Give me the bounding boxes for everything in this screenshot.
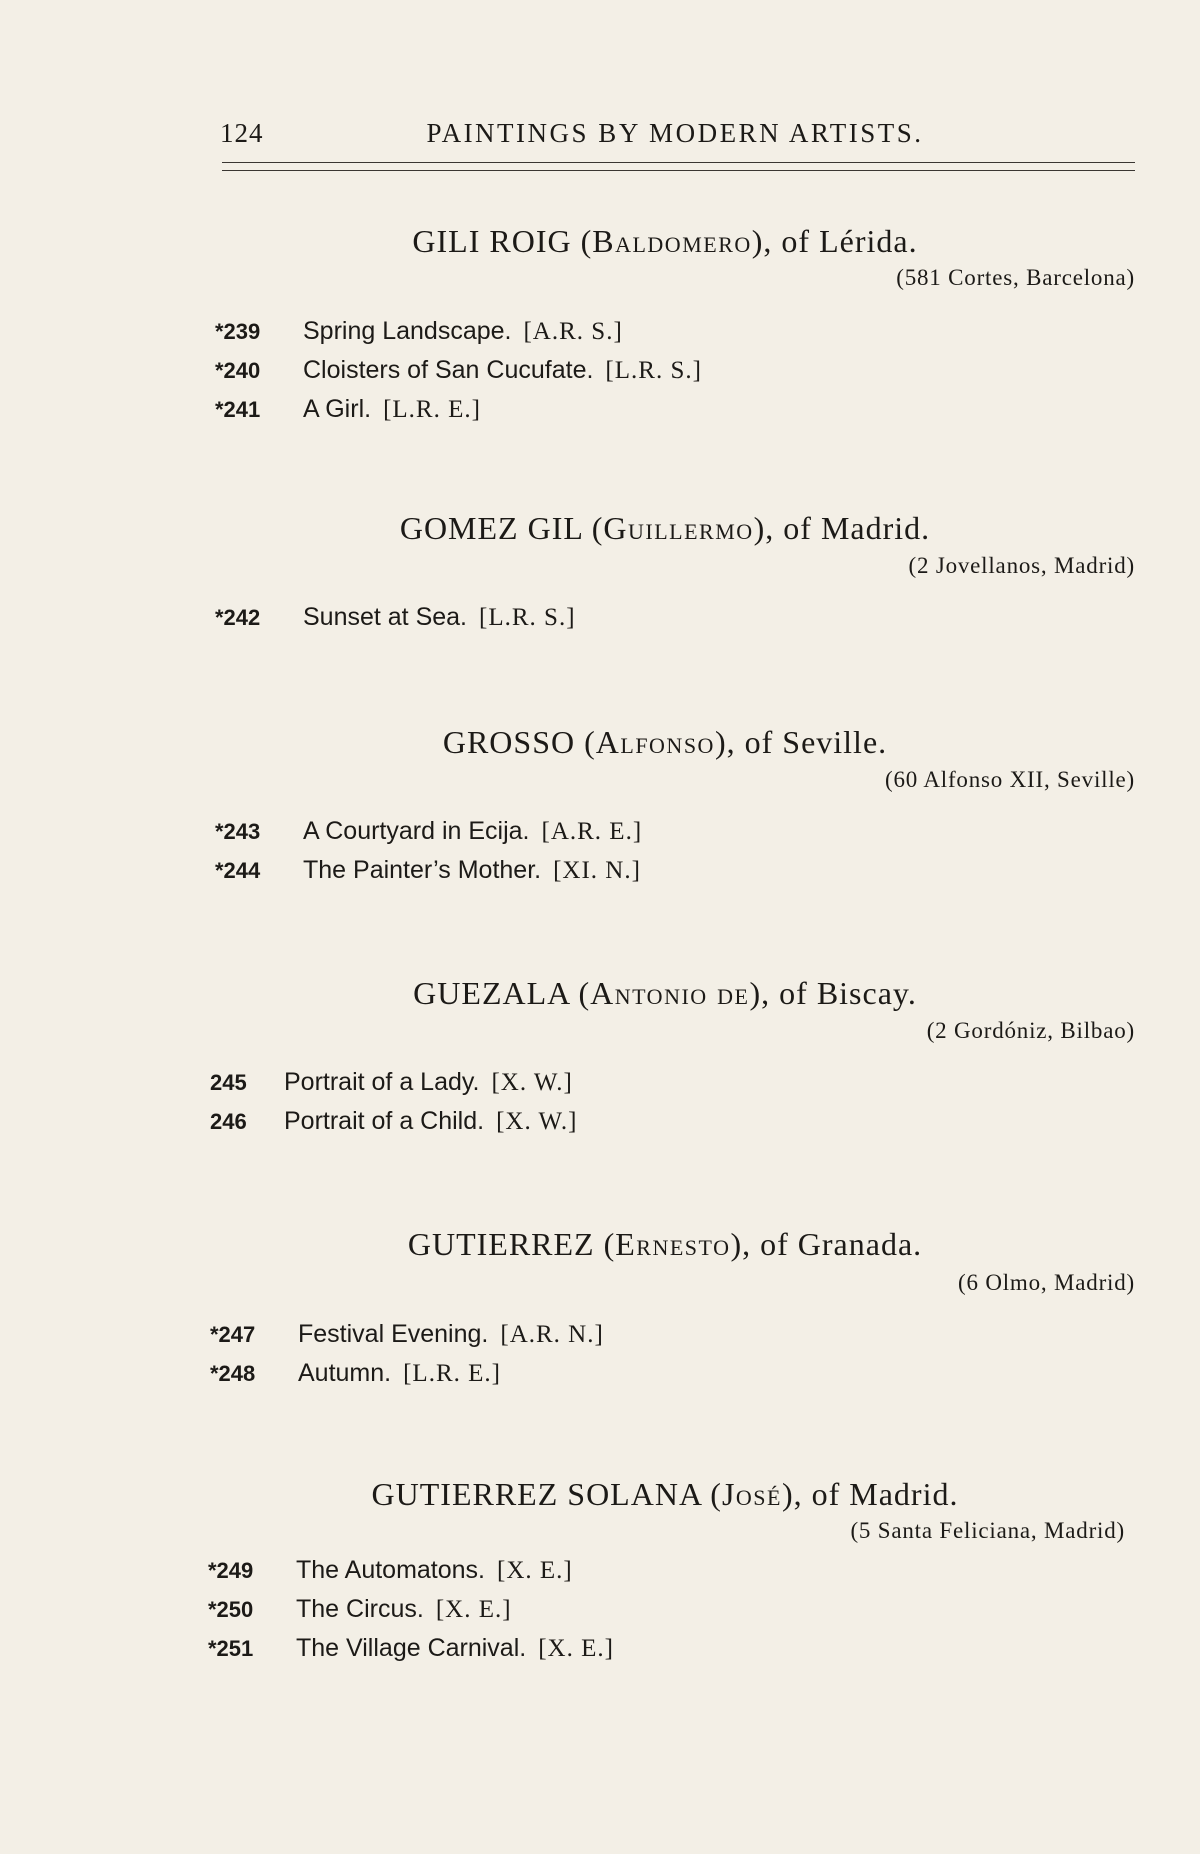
address-text: 581 Cortes, Barcelona [904,265,1127,290]
address-text: 6 Olmo, Madrid [966,1270,1127,1295]
work-number: *249 [208,1558,254,1583]
work-entry [215,356,702,385]
artist-surname: GUEZALA [413,975,570,1011]
work-title: The Painter’s Mother. [303,856,542,884]
artist-address: (60 Alfonso XII, Seville) [885,767,1135,792]
work-title: The Circus. [296,1595,424,1623]
work-code: [X. W.] [496,1108,578,1135]
work-title: Cloisters of San Cucufate. [303,356,594,384]
artist-heading: GOMEZ GIL (Guillermo), of Madrid. [399,510,931,546]
work-code: [A.R. S.] [523,318,623,345]
work-title: A Girl. [303,395,372,423]
artist-surname: GUTIERREZ SOLANA [371,1476,702,1512]
work-entry [215,317,623,346]
artist-address: (5 Santa Feliciana, Madrid) [850,1518,1125,1543]
address-text: 2 Jovellanos, Madrid [916,553,1127,578]
work-entry [210,1359,501,1388]
artist-heading: GUTIERREZ (Ernesto), of Granada. [407,1226,923,1262]
work-entry [210,1068,573,1097]
work-title: A Courtyard in Ecija. [303,817,530,845]
artist-origin: of Biscay. [779,975,917,1011]
artist-heading: GROSSO (Alfonso), of Seville. [442,724,888,760]
address-text: 2 Gordóniz, Bilbao [935,1018,1127,1043]
work-number: *247 [210,1322,256,1347]
artist-origin: of Madrid. [783,510,931,546]
artist-address: (6 Olmo, Madrid) [958,1270,1135,1295]
work-code: [L.R. S.] [479,604,576,631]
work-title: Festival Evening. [298,1320,489,1348]
work-title: Portrait of a Lady. [284,1068,480,1096]
work-code: [L.R. S.] [605,357,702,384]
work-title: Sunset at Sea. [303,603,468,631]
artist-surname: GOMEZ GIL [399,510,583,546]
artist-heading: GILI ROIG (Baldomero), of Lérida. [412,223,918,259]
work-code: [A.R. N.] [500,1321,604,1348]
artist-forename: Guillermo [603,510,754,546]
address-text: 5 Santa Feliciana, Madrid [858,1518,1117,1543]
artist-forename: José [721,1476,782,1512]
work-code: [X. E.] [538,1635,614,1662]
artist-heading: GUTIERREZ SOLANA (José), of Madrid. [371,1476,959,1512]
work-number: *243 [215,819,261,844]
work-entry [215,603,576,632]
work-code: [X. W.] [491,1069,573,1096]
work-number: *240 [215,358,261,383]
work-code: [L.R. E.] [403,1360,501,1387]
artist-address: (2 Jovellanos, Madrid) [908,553,1135,578]
artist-address: (581 Cortes, Barcelona) [896,265,1135,290]
artist-origin: of Granada. [760,1226,923,1262]
work-title: Spring Landscape. [303,317,512,345]
work-entry [215,817,642,846]
running-head [220,118,1130,158]
work-title: The Village Carnival. [296,1634,527,1662]
work-number: 246 [210,1109,247,1134]
work-number: *241 [215,397,261,422]
work-number: *239 [215,319,261,344]
artist-forename: Baldomero [592,223,752,259]
work-number: *242 [215,605,261,630]
work-code: [XI. N.] [553,857,641,884]
address-text: 60 Alfonso XII, Seville [893,767,1127,792]
work-number: *244 [215,858,261,883]
work-number: *248 [210,1361,256,1386]
work-code: [X. E.] [435,1596,512,1623]
work-entry [208,1595,512,1624]
artist-forename: Antonio de [590,975,750,1011]
header-rule-thin [222,170,1135,171]
artist-origin: of Lérida. [781,223,918,259]
artist-forename: Ernesto [615,1226,731,1262]
work-entry [208,1634,614,1663]
artist-origin: of Seville. [744,724,888,760]
work-number: *251 [208,1636,254,1661]
artist-surname: GROSSO [442,724,576,760]
running-title: PAINTINGS BY MODERN ARTISTS. [426,118,924,148]
header-rule [222,162,1135,163]
artist-forename: Alfonso [595,724,715,760]
work-entry [210,1320,604,1349]
artist-origin: of Madrid. [811,1476,959,1512]
artist-surname: GILI ROIG [412,223,572,259]
work-number: *250 [208,1597,254,1622]
work-number: 245 [210,1070,247,1095]
work-title: Portrait of a Child. [284,1107,485,1135]
work-entry [215,395,481,424]
work-title: The Automatons. [296,1556,486,1584]
artist-address: (2 Gordóniz, Bilbao) [926,1018,1135,1043]
work-code: [A.R. E.] [541,818,643,845]
work-code: [L.R. E.] [383,396,481,423]
artist-heading: GUEZALA (Antonio de), of Biscay. [413,975,917,1011]
work-code: [X. E.] [497,1557,573,1584]
work-title: Autumn. [298,1359,392,1387]
work-entry [208,1556,573,1585]
page-number: 124 [220,118,264,148]
work-entry [210,1107,577,1136]
work-entry [215,856,641,885]
artist-surname: GUTIERREZ [407,1226,595,1262]
